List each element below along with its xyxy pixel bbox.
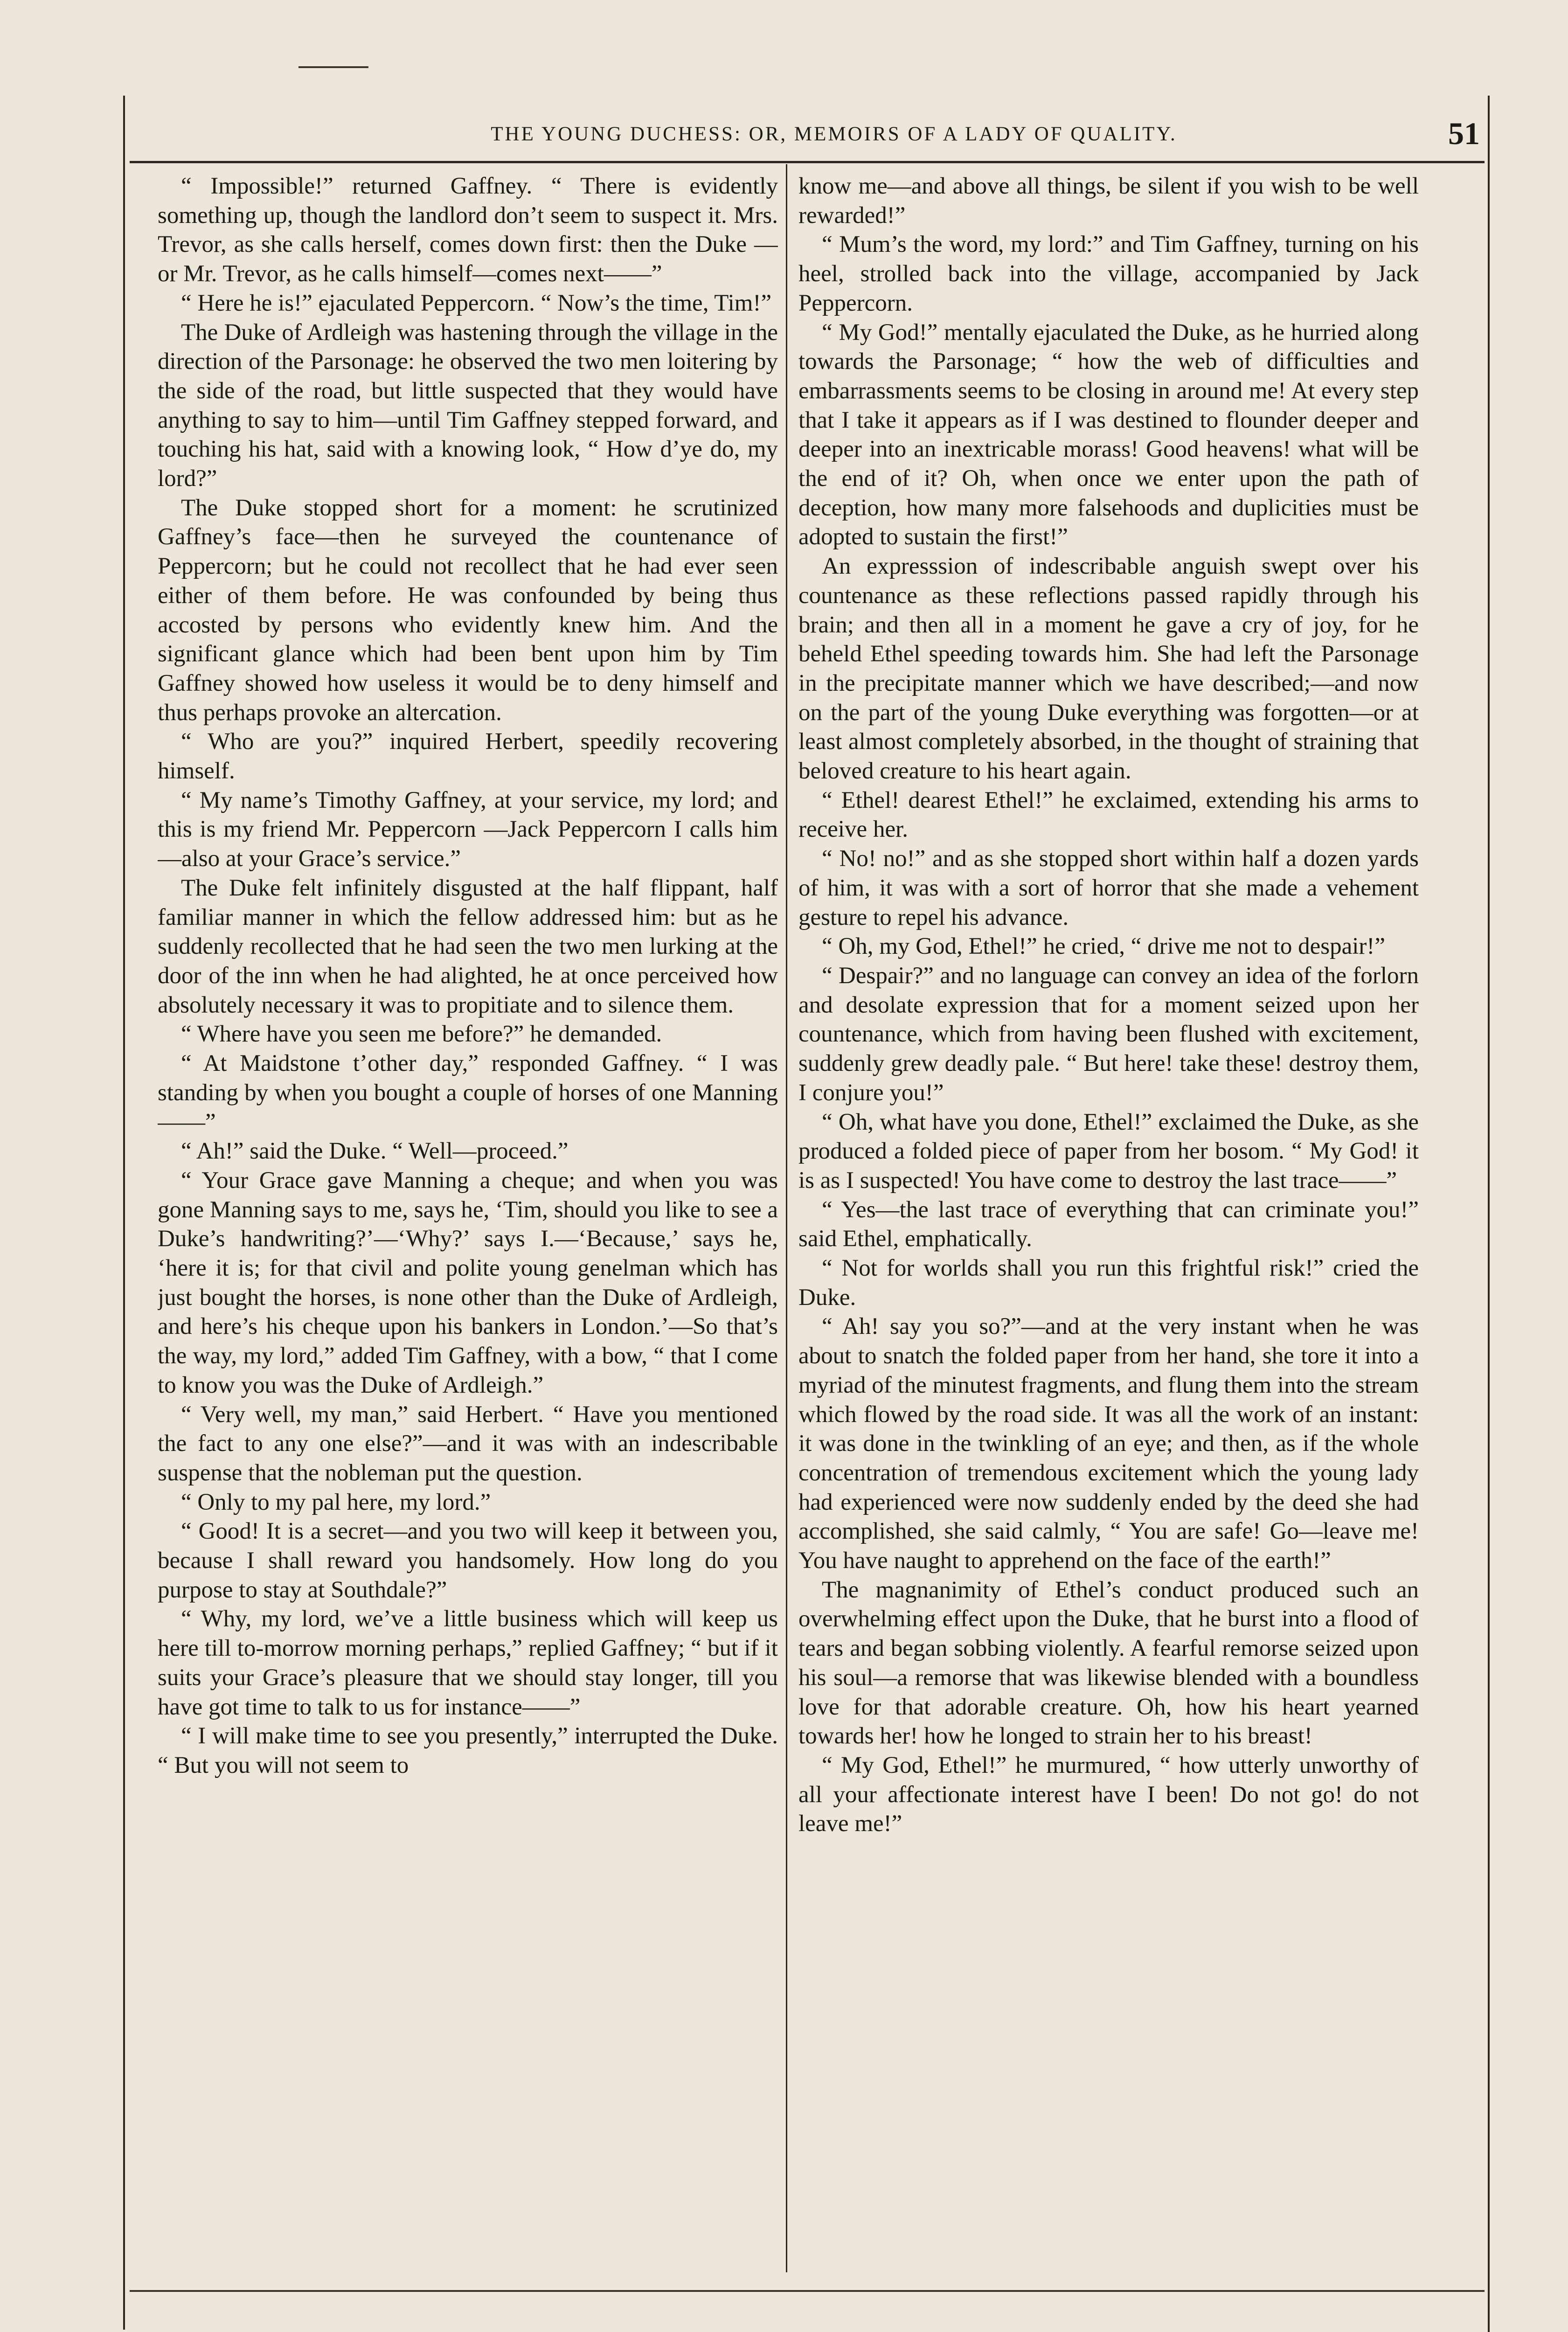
running-title: THE YOUNG DUCHESS: OR, MEMOIRS OF A LADY OF QUALITY.	[491, 123, 1177, 145]
paragraph: “ Where have you seen me before?” he demanded.	[181, 1021, 662, 1048]
paragraph: “ Good! It is a secret—and you two will keep it between you, because I shall reward you handsomely. How long do you purpose to stay at Southdale?”	[158, 1518, 778, 1603]
paragraph: “ Oh, my God, Ethel!” he cried, “ drive me not to despair!”	[822, 933, 1385, 960]
bottom-rule	[130, 2290, 1485, 2292]
right-border-rule	[1488, 96, 1490, 2332]
column-divider	[786, 164, 787, 2272]
paragraph: “ Not for worlds shall you run this frightful risk!” cried the Duke.	[798, 1255, 1419, 1311]
page-header	[130, 114, 1485, 156]
paragraph: “ My name’s Timothy Gaffney, at your service, my lord; and this is my friend Mr. Peppercorn —Jack Peppercorn I calls him—also at your Grace’s service.”	[158, 787, 778, 872]
paragraph: “ Your Grace gave Manning a cheque; and when you was gone Manning says to me, says he, ‘Tim, should you like to see a Duke’s handwriting?’—‘Why?’ says I.—‘Because,’ says he, ‘here it is; for that civil and polite young genelman which has just bought the horses, is none other than the Duke of Ardleigh, and here’s his cheque upon his bankers in London.’—So that’s the way, my lord,” added Tim Gaffney, with a bow, “ that I come to know you was the Duke of Ardleigh.”	[158, 1167, 778, 1398]
paragraph: “ Impossible!” returned Gaffney. “ There is evidently something up, though the landlord don’t seem to suspect it. Mrs. Trevor, as she calls herself, comes down first: then the Duke —or Mr. Trevor, as he calls himself—comes next——”	[158, 173, 778, 287]
header-rule	[130, 161, 1485, 163]
page-number: 51	[1448, 116, 1480, 151]
paragraph: “ I will make time to see you presently,” interrupted the Duke. “ But you will not seem to	[158, 1723, 778, 1778]
paragraph: “ Despair?” and no language can convey an idea of the forlorn and desolate expression that for a moment seized upon her countenance, which from having been flushed with excitement, suddenly grew deadly pale. “ But here! take these! destroy them, I conjure you!”	[798, 962, 1419, 1106]
paragraph: “ At Maidstone t’other day,” responded Gaffney. “ I was standing by when you bought a couple of horses of one Manning——”	[158, 1050, 778, 1135]
left-column	[158, 172, 778, 2256]
paragraph: “ Why, my lord, we’ve a little business which will keep us here till to-morrow morning perhaps,” replied Gaffney; “ but if it suits your Grace’s pleasure that we should stay longer, till you have got time to talk to us for instance——”	[158, 1606, 778, 1720]
paragraph: An expresssion of indescribable anguish swept over his countenance as these reflections passed rapidly through his brain; and then all in a moment he gave a cry of joy, for he beheld Ethel speeding towards him. She had left the Parsonage in the precipitate manner which we have described;—and now on the part of the young Duke everything was forgotten—or at least almost completely absorbed, in the thought of straining that beloved creature to his heart again.	[798, 553, 1419, 784]
paragraph: “ Ethel! dearest Ethel!” he exclaimed, extending his arms to receive her.	[798, 787, 1419, 843]
paragraph: “ Who are you?” inquired Herbert, speedily recovering himself.	[158, 729, 778, 784]
paragraph: “ Only to my pal here, my lord.”	[181, 1489, 491, 1515]
paragraph: “ My God, Ethel!” he murmured, “ how utterly unworthy of all your affectionate interest have I been! Do not go! do not leave me!”	[798, 1752, 1419, 1837]
paragraph: “ Yes—the last trace of everything that can criminate you!” said Ethel, emphatically.	[798, 1196, 1419, 1252]
paragraph: The Duke of Ardleigh was hastening through the village in the direction of the Parsonage: he observed the two men loitering by the side of the road, but little suspected that they would have anything to say to him—until Tim Gaffney stepped forward, and touching his hat, said with a knowing look, “ How d’ye do, my lord?”	[158, 319, 778, 492]
paragraph: “ Very well, my man,” said Herbert. “ Have you mentioned the fact to any one else?”—and it was with an indescribable suspense that the nobleman put the question.	[158, 1401, 778, 1486]
paragraph: The Duke felt infinitely disgusted at the half flippant, half familiar manner in which the fellow addressed him: but as he suddenly recollected that he had seen the two men lurking at the door of the inn when he had alighted, he at once perceived how absolutely necessary it was to propitiate and to silence them.	[158, 874, 778, 1018]
page-edge-mark	[298, 66, 368, 68]
paragraph: “ Ah!” said the Duke. “ Well—proceed.”	[181, 1138, 569, 1165]
paragraph: “ Here he is!” ejaculated Peppercorn. “ Now’s the time, Tim!”	[181, 290, 772, 316]
paragraph: “ Ah! say you so?”—and at the very instant when he was about to snatch the folded paper from her hand, she tore it into a myriad of the minutest fragments, and flung them into the stream which flowed by the road side. It was all the work of an instant: it was done in the twinkling of an eye; and then, as if the whole concentration of tremendous excitement which the young lady had experienced were now suddenly ended by the deed she had accomplished, she said calmly, “ You are safe! Go—leave me! You have naught to apprehend on the face of the earth!”	[798, 1313, 1419, 1574]
paragraph: “ Oh, what have you done, Ethel!” exclaimed the Duke, as she produced a folded piece of paper from her bosom. “ My God! it is as I suspected! You have come to destroy the last trace——”	[798, 1109, 1419, 1194]
paragraph: The Duke stopped short for a moment: he scrutinized Gaffney’s face—then he surveyed the countenance of Peppercorn; but he could not recollect that he had ever seen either of them before. He was confounded by being thus accosted by persons who evidently knew him. And the significant glance which had been bent upon him by Tim Gaffney showed how useless it would be to deny himself and thus perhaps provoke an altercation.	[158, 494, 778, 726]
left-border-rule	[123, 96, 125, 2330]
paragraph: “ My God!” mentally ejaculated the Duke, as he hurried along towards the Parsonage; “ how the web of difficulties and embarrassments seems to be closing in around me! At every step that I take it appears as if I was destined to flounder deeper and deeper into an inextricable morass! Good heavens! what will be the end of it? Oh, when once we enter upon the path of deception, how many more falsehoods and duplicities must be adopted to sustain the first!”	[798, 319, 1419, 550]
paragraph: know me—and above all things, be silent if you wish to be well rewarded!”	[798, 173, 1419, 229]
paragraph: The magnanimity of Ethel’s conduct produced such an overwhelming effect upon the Duke, that he burst into a flood of tears and began sobbing violently. A fearful remorse seized upon his soul—a remorse that was likewise blended with a boundless love for that adorable creature. Oh, how his heart yearned towards her! how he longed to strain her to his breast!	[798, 1576, 1419, 1749]
right-column	[798, 172, 1419, 2256]
paragraph: “ No! no!” and as she stopped short within half a dozen yards of him, it was with a sort of horror that she made a vehement gesture to repel his advance.	[798, 846, 1419, 930]
paragraph: “ Mum’s the word, my lord:” and Tim Gaffney, turning on his heel, strolled back into the village, accompanied by Jack Peppercorn.	[798, 231, 1419, 316]
